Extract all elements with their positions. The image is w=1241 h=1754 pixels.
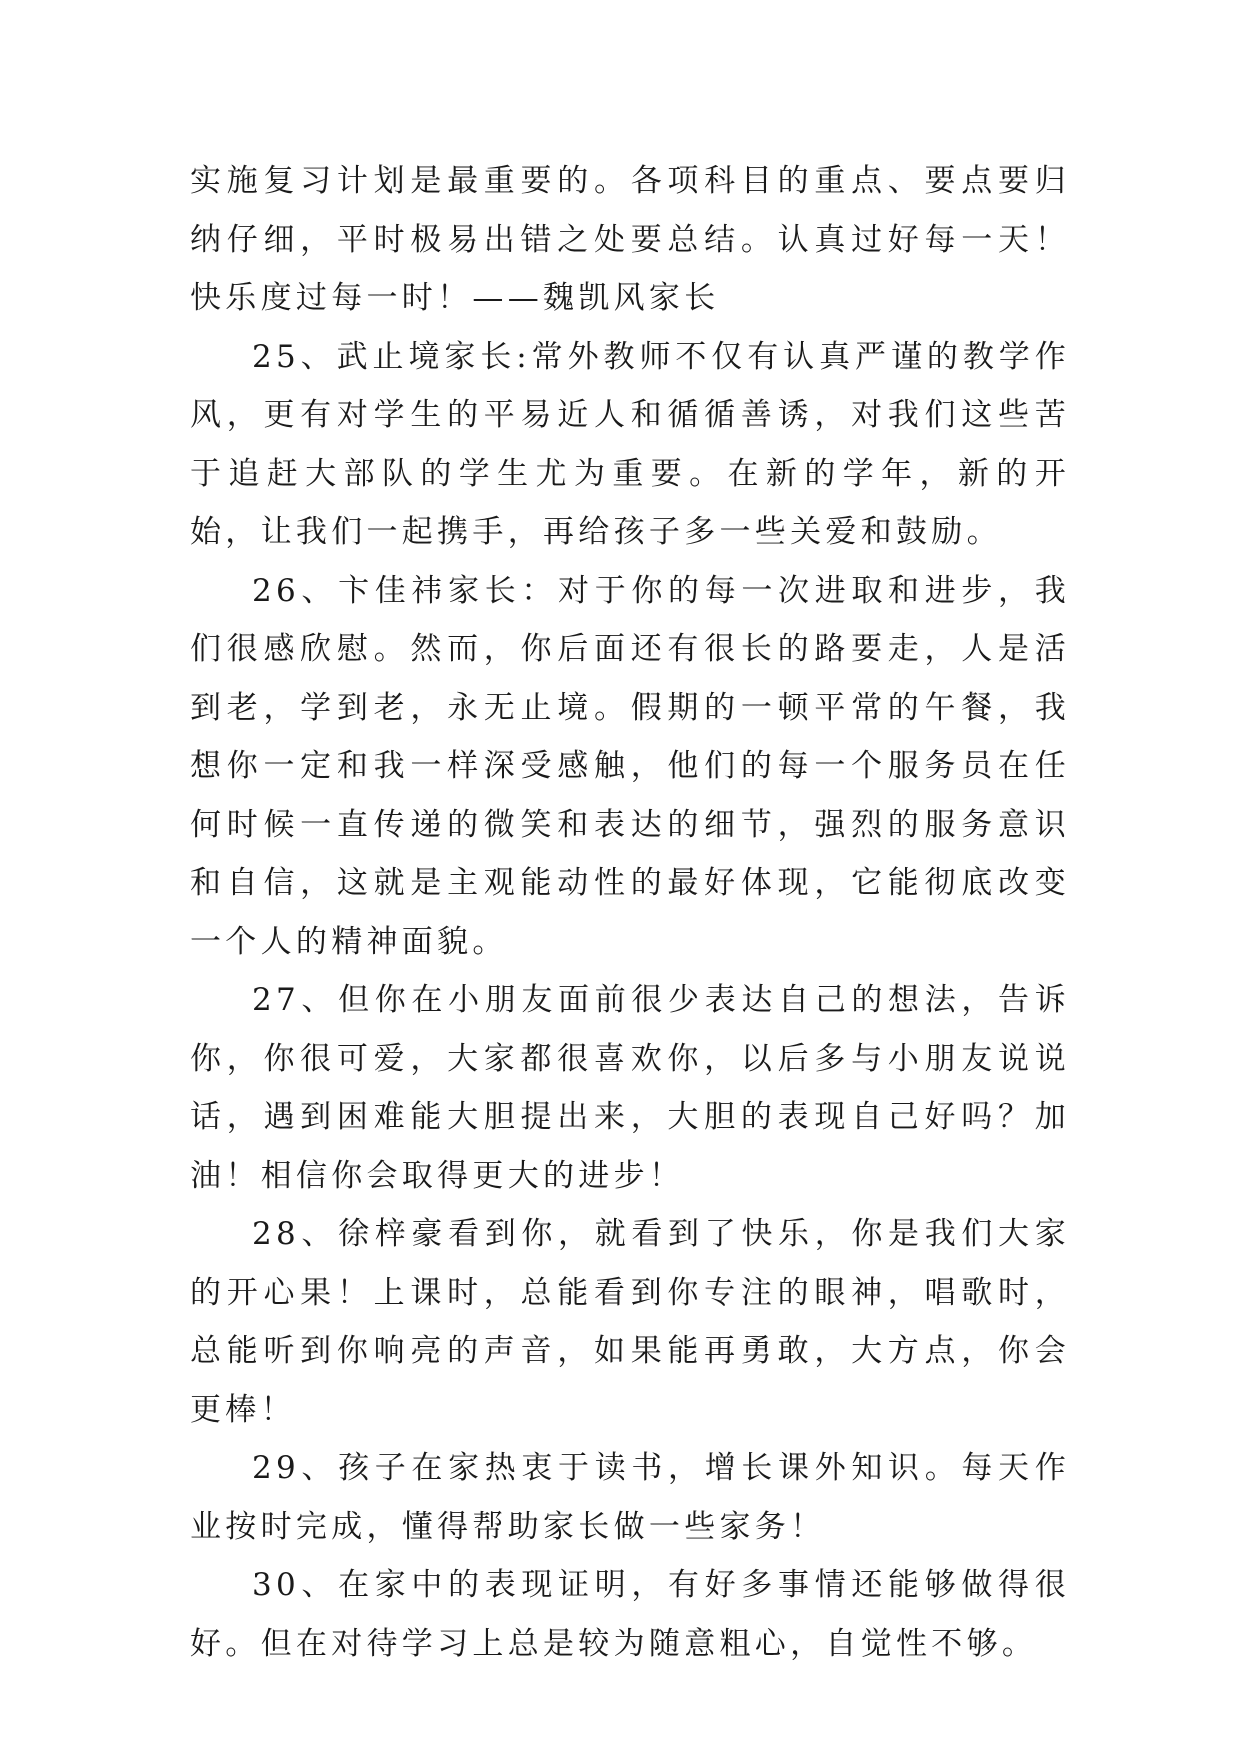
paragraph-28: 28、徐梓豪看到你，就看到了快乐，你是我们大家的开心果！上课时，总能看到你专注的眼神，唱歌时，总能听到你响亮的声音，如果能再勇敢，大方点，你会更棒！ — [190, 1216, 1070, 1428]
paragraph-25: 25、武止境家长:常外教师不仅有认真严谨的教学作风，更有对学生的平易近人和循循善诱，对我们这些苦于追赶大部队的学生尤为重要。在新的学年，新的开始，让我们一起携手，再给孩子多一些关爱和鼓励。 — [190, 338, 1070, 550]
paragraph-29: 29、孩子在家热衷于读书，增长课外知识。每天作业按时完成，懂得帮助家长做一些家务！ — [190, 1450, 1070, 1545]
paragraph-26: 26、卞佳祎家长：对于你的每一次进取和进步，我们很感欣慰。然而，你后面还有很长的路要走，人是活到老，学到老，永无止境。假期的一顿平常的午餐，我想你一定和我一样深受感触，他们的每一个服务员在任何时候一直传递的微笑和表达的细节，强烈的服务意识和自信，这就是主观能动性的最好体现，它能彻底改变一个人的精神面貌。 — [190, 572, 1070, 960]
paragraph-30: 30、在家中的表现证明，有好多事情还能够做得很好。但在对待学习上总是较为随意粗心，自觉性不够。 — [190, 1567, 1070, 1662]
paragraph-intro: 实施复习计划是最重要的。各项科目的重点、要点要归纳仔细，平时极易出错之处要总结。认真过好每一天！快乐度过每一时！——魏凯风家长 — [190, 163, 1070, 316]
paragraph-27: 27、但你在小朋友面前很少表达自己的想法，告诉你，你很可爱，大家都很喜欢你，以后多与小朋友说说话，遇到困难能大胆提出来，大胆的表现自己好吗？加油！相信你会取得更大的进步！ — [190, 982, 1070, 1194]
document-body — [190, 152, 1070, 1673]
